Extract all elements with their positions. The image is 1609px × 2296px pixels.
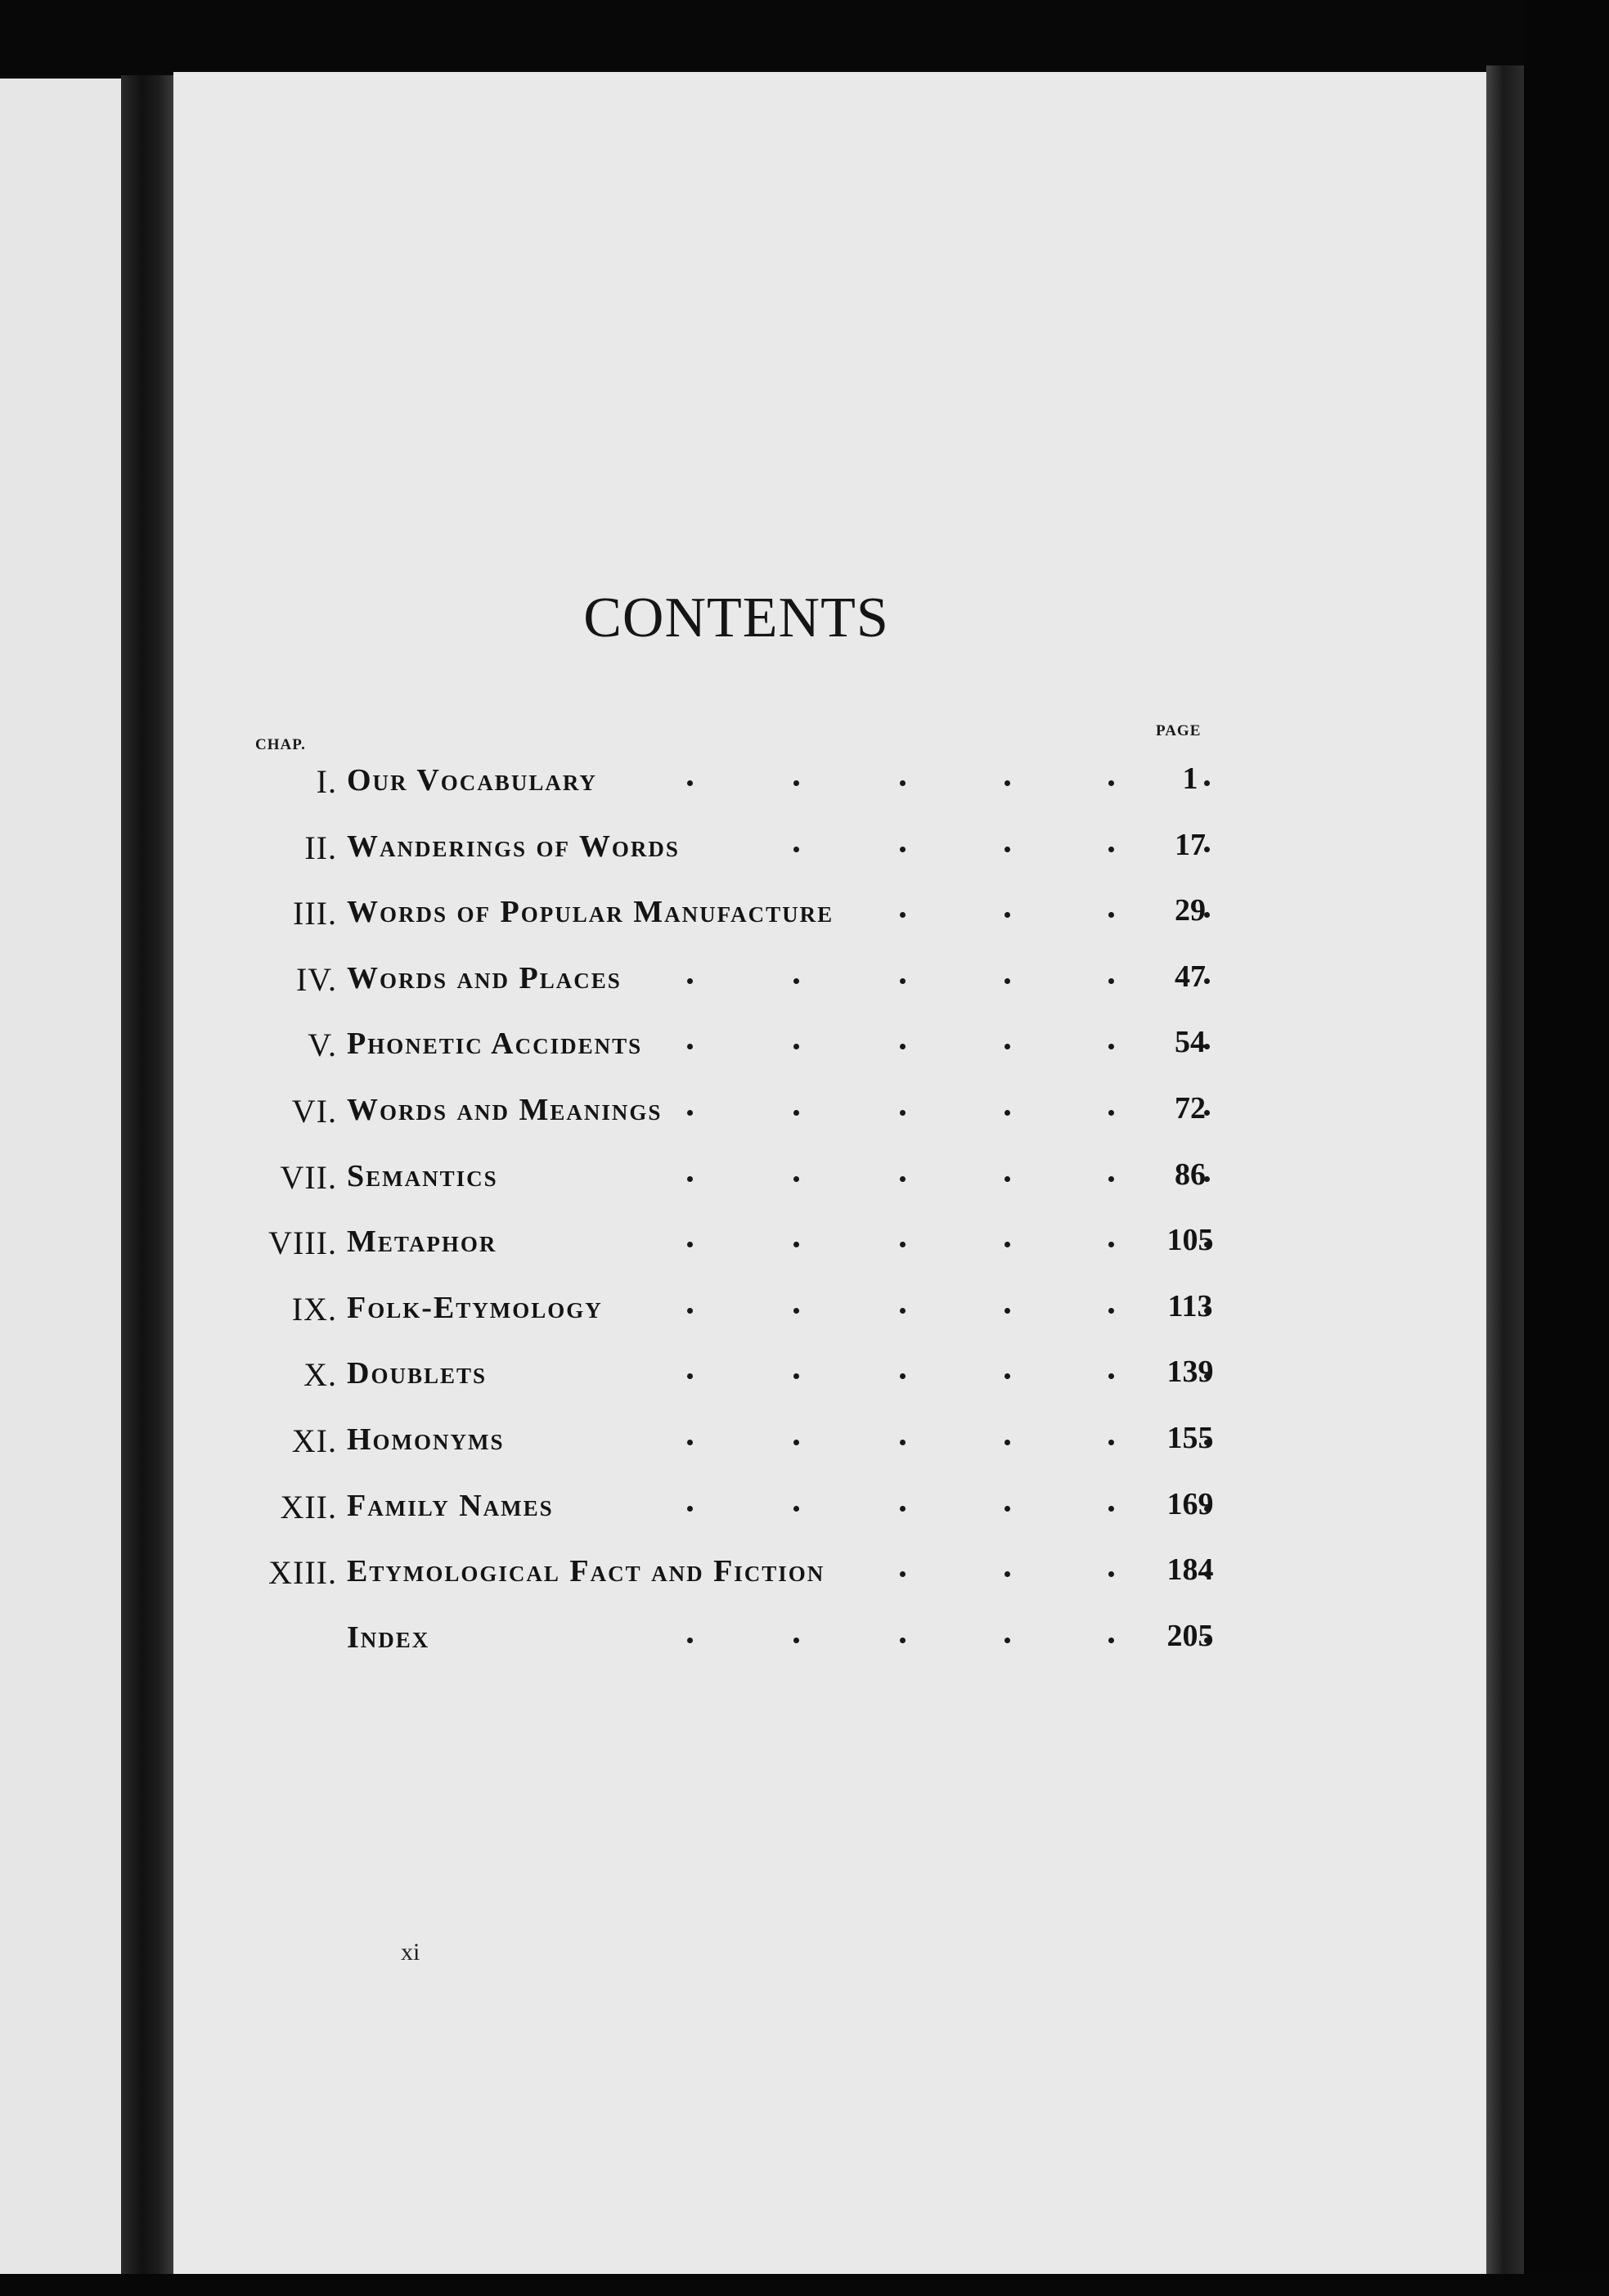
chapter-title: Words and Places (347, 960, 622, 995)
leader-dot (900, 978, 906, 984)
leader-dot (1108, 1176, 1114, 1182)
chapter-number: VIII. (268, 1224, 337, 1262)
dot-leader (245, 1638, 1227, 1649)
leader-dot (793, 1373, 799, 1379)
leader-dot (1005, 912, 1010, 918)
toc-entry[interactable] (245, 1481, 1227, 1530)
chapter-number: I. (316, 763, 337, 800)
leader-dot (1005, 1571, 1010, 1577)
page-reference: 29 (1175, 893, 1206, 928)
page-stack-edge (1486, 65, 1524, 2282)
facing-page-edge (0, 79, 121, 2279)
leader-dot (1005, 780, 1010, 786)
dot-leader (245, 780, 1227, 792)
page-number: xi (401, 1939, 420, 1966)
page-reference: 169 (1166, 1486, 1214, 1521)
leader-dot (900, 1242, 906, 1247)
page-reference: 17 (1175, 827, 1206, 862)
dot-leader (245, 978, 1227, 990)
chapter-number: XII. (280, 1488, 337, 1525)
chapter-title: Words of Popular Manufacture (347, 895, 834, 930)
leader-dot (1005, 1440, 1010, 1445)
page-reference: 113 (1167, 1288, 1213, 1323)
dot-leader (245, 1110, 1227, 1121)
toc-entry[interactable] (245, 887, 1227, 937)
toc-entry[interactable] (245, 1085, 1227, 1135)
dot-leader (245, 1373, 1227, 1385)
leader-dot (900, 847, 906, 852)
page-reference: 139 (1166, 1355, 1214, 1390)
page-reference: 184 (1166, 1552, 1214, 1588)
chapter-title: Metaphor (347, 1224, 497, 1260)
leader-dot (900, 1044, 906, 1049)
leader-dot (900, 1638, 906, 1643)
page-reference: 155 (1166, 1421, 1214, 1455)
chapter-number: XIII. (268, 1554, 337, 1592)
leader-dot (793, 1638, 799, 1643)
leader-dot (793, 1308, 799, 1314)
leader-dot (793, 978, 799, 984)
leader-dot (793, 1506, 799, 1512)
toc-entry[interactable] (245, 1415, 1227, 1464)
leader-dot (1005, 1242, 1010, 1247)
leader-dot (1005, 1044, 1010, 1049)
toc-entry[interactable] (245, 1019, 1227, 1068)
leader-dot (1108, 1506, 1114, 1512)
leader-dot (1108, 1571, 1114, 1577)
leader-dot (793, 780, 799, 786)
page-reference: 86 (1175, 1157, 1206, 1192)
leader-dot (900, 1308, 906, 1314)
leader-dot (1005, 978, 1010, 984)
leader-dot (687, 1308, 693, 1314)
leader-dot (1108, 1638, 1114, 1643)
page-reference: 72 (1175, 1091, 1206, 1126)
chapter-title: Phonetic Accidents (347, 1027, 643, 1062)
dot-leader (245, 1571, 1227, 1583)
chapter-number: VII. (280, 1158, 337, 1196)
chapter-column-header: CHAP. (255, 736, 306, 753)
leader-dot (687, 1044, 693, 1049)
leader-dot (900, 1110, 906, 1116)
chapter-title: Family Names (347, 1488, 554, 1523)
chapter-title: Etymological Fact and Fiction (347, 1554, 825, 1589)
chapter-number: X. (303, 1356, 337, 1394)
scan-background-bottom (0, 2274, 1609, 2296)
leader-dot (900, 1373, 906, 1379)
dot-leader (245, 1176, 1227, 1188)
toc-entry[interactable] (245, 822, 1227, 871)
leader-dot (900, 780, 906, 786)
toc-entry[interactable] (245, 954, 1227, 1003)
page-reference: 1 (1182, 762, 1198, 796)
toc-entry[interactable] (245, 756, 1227, 805)
dot-leader (245, 1044, 1227, 1055)
page-reference: 47 (1175, 959, 1206, 994)
chapter-number: XI. (291, 1422, 337, 1459)
leader-dot (1108, 847, 1114, 852)
leader-dot (900, 912, 906, 918)
leader-dot (793, 1044, 799, 1049)
chapter-title: Our Vocabulary (347, 763, 597, 798)
leader-dot (1108, 1440, 1114, 1445)
leader-dot (1108, 978, 1114, 984)
chapter-title: Index (347, 1620, 430, 1655)
toc-entry[interactable] (245, 1217, 1227, 1266)
scan-background-right (1524, 0, 1609, 2296)
toc-entry[interactable] (245, 1547, 1227, 1596)
leader-dot (1108, 1110, 1114, 1116)
chapter-title: Semantics (347, 1158, 498, 1193)
page-column-header: PAGE (1156, 722, 1202, 739)
page-reference: 54 (1175, 1025, 1206, 1060)
page-reference: 205 (1166, 1618, 1214, 1653)
leader-dot (793, 1176, 799, 1182)
chapter-title: Doublets (347, 1356, 487, 1391)
toc-entry[interactable] (245, 1152, 1227, 1201)
leader-dot (1108, 1044, 1114, 1049)
leader-dot (687, 1176, 693, 1182)
leader-dot (687, 1638, 693, 1643)
chapter-number: III. (293, 895, 337, 932)
leader-dot (900, 1571, 906, 1577)
leader-dot (1108, 912, 1114, 918)
leader-dot (1108, 1242, 1114, 1247)
leader-dot (1005, 1308, 1010, 1314)
leader-dot (793, 1110, 799, 1116)
leader-dot (687, 1242, 693, 1247)
dot-leader (245, 1242, 1227, 1253)
leader-dot (900, 1440, 906, 1445)
page-reference: 105 (1166, 1223, 1214, 1258)
leader-dot (1108, 1373, 1114, 1379)
leader-dot (793, 1440, 799, 1445)
dot-leader (245, 1308, 1227, 1319)
leader-dot (1005, 847, 1010, 852)
leader-dot (687, 1506, 693, 1512)
toc-entry[interactable] (245, 1349, 1227, 1398)
leader-dot (1108, 1308, 1114, 1314)
chapter-title: Words and Meanings (347, 1093, 663, 1127)
leader-dot (687, 780, 693, 786)
chapter-title: Homonyms (347, 1422, 505, 1457)
leader-dot (687, 1110, 693, 1116)
leader-dot (1005, 1506, 1010, 1512)
page-title: CONTENTS (583, 586, 889, 649)
chapter-title: Folk-Etymology (347, 1290, 603, 1325)
chapter-title: Wanderings of Words (347, 829, 680, 864)
leader-dot (900, 1176, 906, 1182)
leader-dot (687, 1373, 693, 1379)
toc-entry[interactable] (245, 1283, 1227, 1332)
leader-dot (793, 1242, 799, 1247)
chapter-number: VI. (291, 1093, 337, 1130)
leader-dot (687, 978, 693, 984)
leader-dot (1108, 780, 1114, 786)
leader-dot (1005, 1176, 1010, 1182)
dot-leader (245, 1440, 1227, 1451)
chapter-number: IV. (295, 960, 337, 998)
chapter-number: IX. (291, 1290, 337, 1328)
leader-dot (1005, 1638, 1010, 1643)
scan-background-top (0, 0, 1609, 75)
leader-dot (1005, 1373, 1010, 1379)
dot-leader (245, 912, 1227, 923)
toc-entry[interactable] (245, 1613, 1227, 1662)
leader-dot (793, 847, 799, 852)
chapter-number: V. (308, 1027, 337, 1064)
leader-dot (900, 1506, 906, 1512)
dot-leader (245, 1506, 1227, 1517)
leader-dot (687, 1440, 693, 1445)
chapter-number: II. (304, 829, 337, 866)
leader-dot (1005, 1110, 1010, 1116)
book-gutter (121, 75, 173, 2284)
dot-leader (245, 847, 1227, 858)
